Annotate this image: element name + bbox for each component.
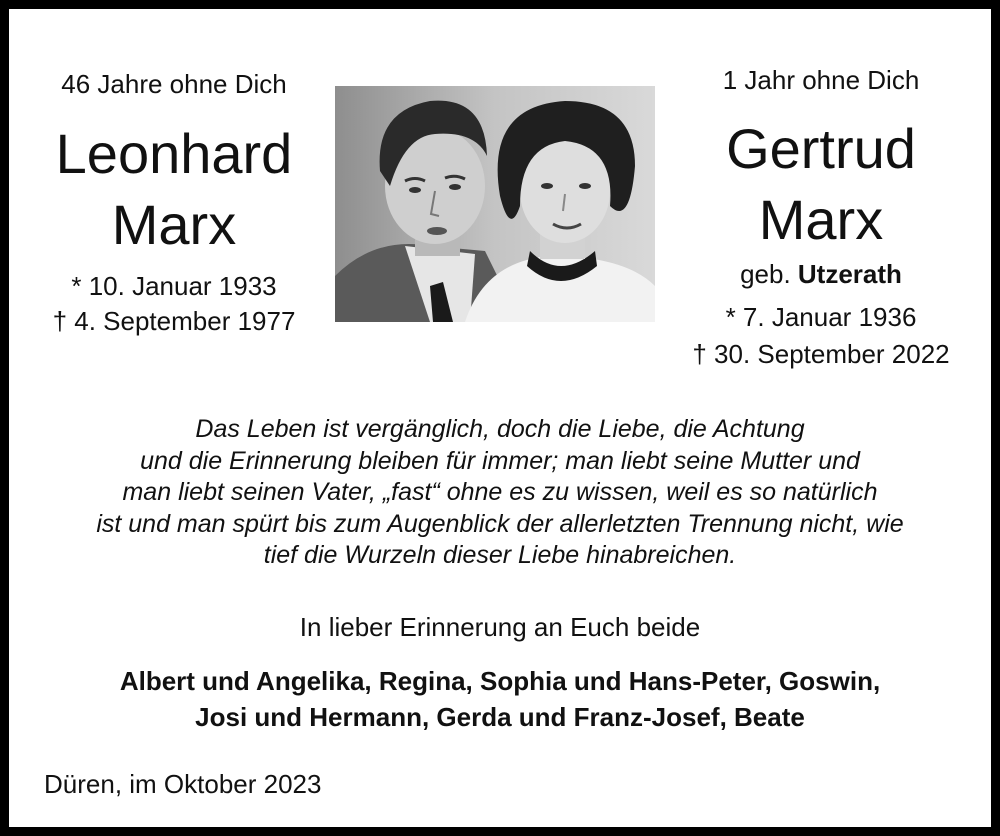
- greeting-line: In lieber Erinnerung an Euch beide: [299, 612, 701, 642]
- left-last-name: Marx: [111, 193, 237, 256]
- left-years-text: 46 Jahre ohne Dich: [61, 69, 287, 99]
- right-died-date: † 30. September 2022: [692, 339, 950, 369]
- couple-photo-illustration: [335, 86, 655, 322]
- maiden-prefix: geb.: [740, 259, 791, 289]
- verse-line: ist und man spürt bis zum Augenblick der allerletzten Trennung nicht, wie: [96, 509, 904, 538]
- left-born-date: * 10. Januar 1933: [71, 271, 277, 301]
- verse-line: und die Erinnerung bleiben für immer; man liebt seine Mutter und: [140, 446, 860, 475]
- left-first-name: Leonhard: [55, 122, 293, 185]
- right-first-name: Gertrud: [726, 117, 916, 180]
- maiden-name: Utzerath: [797, 259, 902, 289]
- family-line: Albert und Angelika, Regina, Sophia und Hans-Peter, Goswin,: [119, 666, 881, 696]
- verse-line: tief die Wurzeln dieser Liebe hinabreichen.: [263, 541, 737, 569]
- place-date: Düren, im Oktober 2023: [44, 769, 322, 799]
- family-names: [9, 663, 991, 735]
- memorial-verse: [9, 414, 991, 572]
- right-years-text: 1 Jahr ohne Dich: [722, 65, 920, 95]
- family-line: Josi und Hermann, Gerda und Franz-Josef, Beate: [195, 702, 805, 732]
- left-died-date: † 4. September 1977: [52, 306, 296, 336]
- couple-photo: [335, 86, 655, 322]
- right-last-name: Marx: [758, 188, 884, 251]
- right-born-date: * 7. Januar 1936: [725, 302, 917, 332]
- right-maiden-line: [671, 259, 971, 290]
- verse-line: Das Leben ist vergänglich, doch die Liebe, die Achtung: [195, 415, 805, 443]
- verse-line: man liebt seinen Vater, „fast“ ohne es zu wissen, weil es so natürlich: [122, 478, 878, 506]
